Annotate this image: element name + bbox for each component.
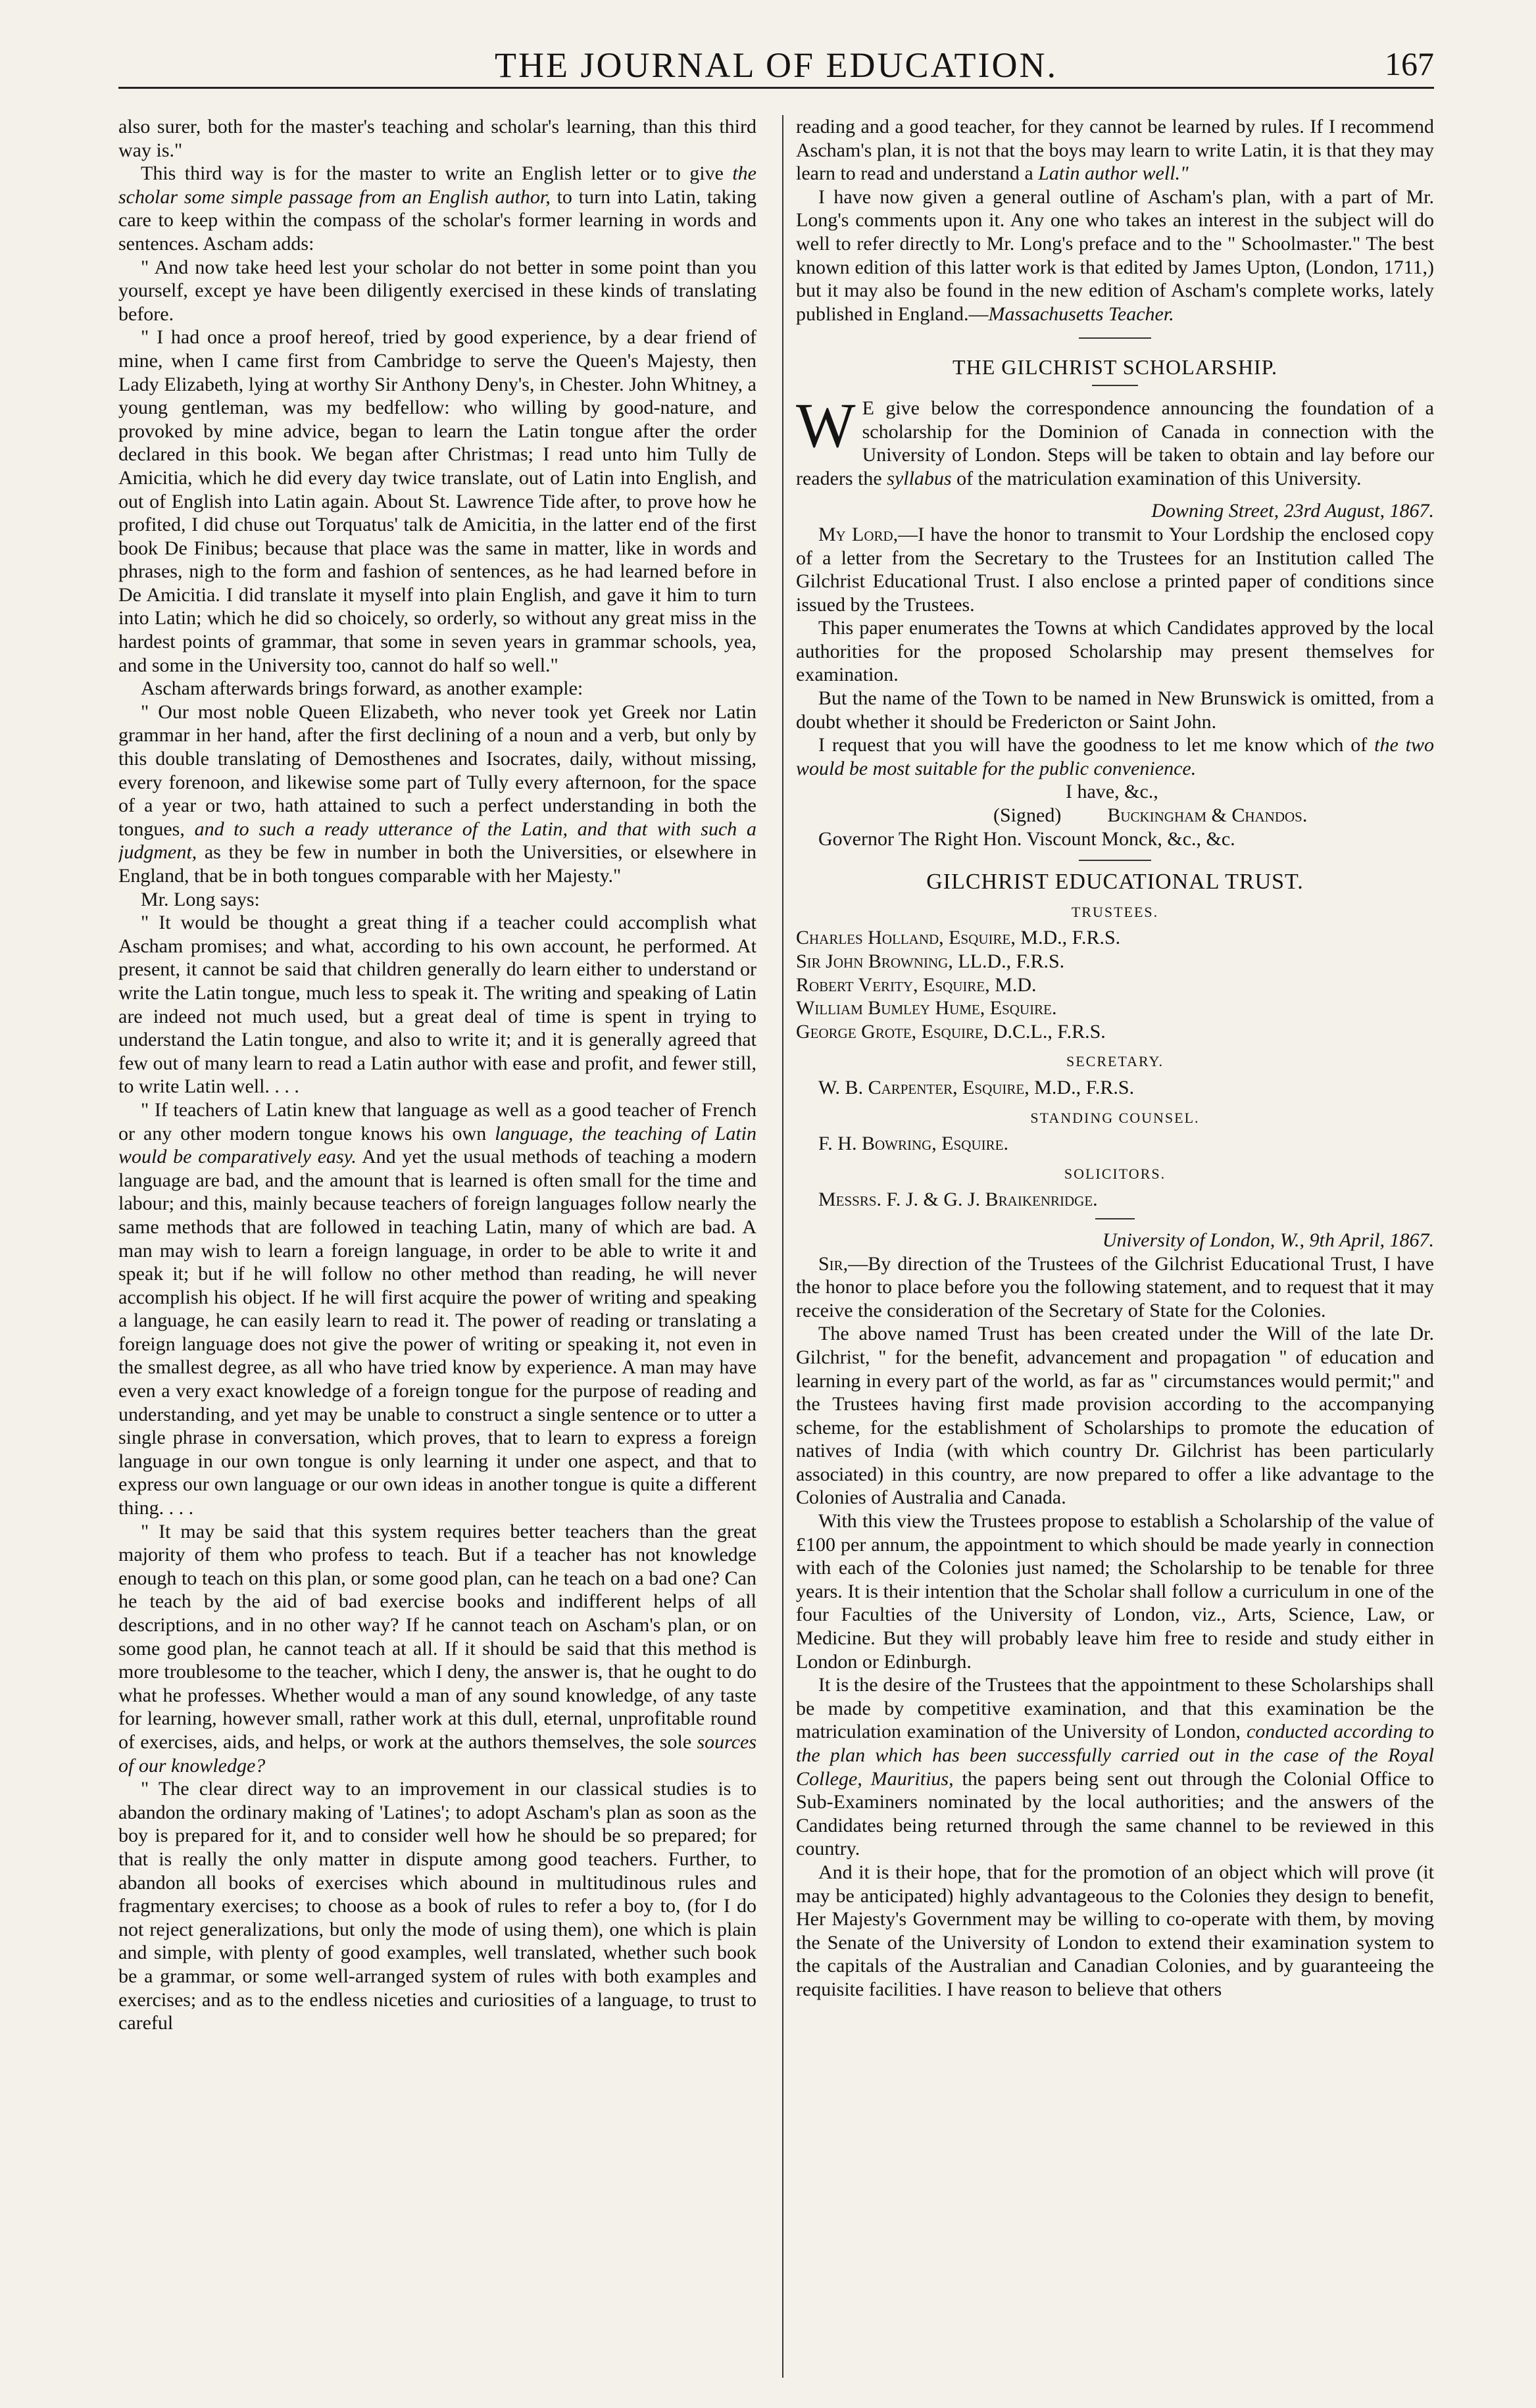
text-run: And yet the usual methods of teaching a modern language are bad, and the amount that is learned is often small for the time and labour; and this, mainly because teachers of foreign languages follow nearly the same methods that are followed in teaching Latin, many of which are bad. A man may wish to learn a foreign language, in order to be able to write it and speak it; but if he will follow no other method than reading, he will never accomplish his object. If he will first acquire the power of writing and speaking a language, he can easily learn to read it. The power of reading or translating a foreign language does not give the power of writing or speaking it, not even in the smallest degree, as all who have tried know by experience. A man may have even a very exact knowledge of a foreign tongue for the purpose of reading and understanding, and yet may be unable to construct a single sentence or to utter a single phrase in conversation, which proves, that to learn to express a foreign language in our own tongue is only learning it under one aspect, and that to express our own language or our own ideas in another tongue is quite a different thing. . . . bbox=[118, 1146, 756, 1519]
quote-paragraph: " The clear direct way to an improvement in our classical studies is to abandon the ordinary making of 'Latines'; to adopt Ascham's plan as soon as the boy is prepared for it, and to consider well how he should be so prepared; for that is really the only matter in dispute among good teachers. Further, to abandon all books of exercises which abound in multitudinous rules and fragmentary exercises; to choose as a book of rules to refer a boy to, (for I do not reject generalizations, but only the mode of using them), one which is plain and simple, with plenty of good examples, well translated, whether such book be a grammar, or some well-arranged system of rules with both examples and exercises; and as to the endless niceties and curiosities of a language, to trust to careful bbox=[118, 1778, 756, 2034]
column-divider bbox=[782, 115, 783, 2378]
signature-line bbox=[993, 804, 1434, 827]
journal-title: THE JOURNAL OF EDUCATION. bbox=[495, 45, 1058, 85]
trustee: William Bumley Hume, Esquire. bbox=[796, 997, 1057, 1020]
quote-paragraph: " I had once a proof hereof, tried by good experience, by a dear friend of mine, when I came first from Cambridge to serve the Queen's Majesty, then Lady Elizabeth, lying at worthy Sir Anthony Deny's, in Chester. John Whitney, a young gentleman, was my bedfellow: who willing by good-nature, and provoked by mine advice, began to learn the Latin tongue after the order declared in this book. We began after Christmas; I read unto him Tully de Amicitia, which he did every day twice translate, out of Latin into English, and out of English into Latin again. About St. Lawrence Tide after, to prove how he profited, I did chuse out Torquatus' talk de Amicitia, in the latter end of the first book De Finibus; because that place was the same in matter, like in words and phrases, nigh to the form and fashion of sentences, as he had learned before in De Amicitia. I did translate it myself into plain English, and gave it him to turn into Latin; which he did so choicely, so orderly, so without any great miss in the hardest points of grammar, that some in seven years in grammar schools, yea, and some in the University too, cannot do half so well." bbox=[118, 326, 756, 676]
salutation: Sir, bbox=[818, 1252, 849, 1275]
dateline: University of London, W., 9th April, 1867. bbox=[1102, 1229, 1434, 1251]
page-header bbox=[118, 41, 1434, 89]
text-run: reading and a good teacher, for they cannot be learned by rules. If I recommend Ascham's plan, it is not that the boys may learn to write Latin, it is that they may learn to read and understand a bbox=[796, 116, 1434, 185]
trust-heading: GILCHRIST EDUCATIONAL TRUST. bbox=[926, 870, 1304, 895]
paragraph bbox=[796, 1673, 1434, 1861]
text-run: of the matriculation examination of this University. bbox=[951, 467, 1362, 489]
paragraph bbox=[796, 185, 1434, 326]
trustee: Sir John Browning, LL.D., F.R.S. bbox=[796, 950, 1065, 972]
secretary: W. B. Carpenter, Esquire, M.D., F.R.S. bbox=[818, 1076, 1135, 1098]
paragraph: With this view the Trustees propose to establish a Scholarship of the value of £100 per annum, the appointment to which should be made yearly in connection with each of the Colonies just named; the Scholarship to be tenable for three years. It is their intention that the Scholar shall follow a curriculum in one of the four Faculties of the University of London, viz., Arts, Science, Law, or Medicine. But they will probably leave him free to reside and study either in London or Edinburgh. bbox=[796, 1510, 1434, 1673]
paragraph: But the name of the Town to be named in New Brunswick is omitted, from a doubt whether it should be Fredericton or Saint John. bbox=[796, 687, 1434, 733]
quote-paragraph bbox=[118, 1098, 756, 1520]
quote-paragraph bbox=[118, 1520, 756, 1778]
paragraph: This paper enumerates the Towns at which Candidates approved by the local authorities for the proposed Scholarship may present themselves for examination. bbox=[796, 617, 1434, 686]
text-run: This third way is for the master to write an English letter or to give bbox=[141, 162, 733, 185]
quote-paragraph: " It would be thought a great thing if a teacher could accomplish what Ascham promises; and what, according to his own account, he performed. At present, it cannot be said that children generally do learn either to understand or write the Latin tongue, much less to speak it. The writing and speaking of Latin are indeed not much used, but a great deal of time is spent in trying to understand the Latin tongue, and also to write it; and it is generally agreed that few out of many learn to read a Latin author with ease and profit, and fewer still, to write Latin well. . . . bbox=[118, 912, 756, 1098]
dateline: Downing Street, 23rd August, 1867. bbox=[1151, 500, 1434, 522]
text-run: I have now given a general outline of Ascham's plan, with a part of Mr. Long's comments upon it. Any one who takes an interest in the subject will do well to refer directly to Mr. Long's preface and to the " Schoolmaster." The best known edition of this latter work is that edited by James Upton, (London, 1711,) but it may also be found in the new edition of Ascham's complete works, lately published in England.— bbox=[796, 185, 1434, 325]
section-divider bbox=[1095, 1218, 1135, 1219]
text-run: as they be few in number in both the Universities, or elsewhere in England, that be in both tongues comparable with her Majesty." bbox=[118, 841, 756, 887]
paragraph: also surer, both for the master's teaching and scholar's learning, than this third way is." bbox=[118, 116, 756, 161]
paragraph: And it is their hope, that for the promotion of an object which will prove (it may be anticipated) highly advantageous to the Colonies they design to benefit, Her Majesty's Government may be willing to co-operate with them, by moving the Senate of the University of London to extend their examination system to the capitals of the Australian and Canadian Colonies, and by guaranteeing the requisite facilities. I have reason to believe that others bbox=[796, 1861, 1434, 2000]
paragraph bbox=[796, 115, 1434, 185]
paragraph: The above named Trust has been created under the Will of the late Dr. Gilchrist, " for the benefit, advancement and propagation " of education and learning in every part of the world, as far as " circumstances would permit;" and the Trustees having first made provision according to the accompanying scheme, for the establishment of Scholarships to promote the education of natives of India (with which country Dr. Gilchrist has been particularly associated) in this country, are now prepared to offer a like advantage to the Colonies of Australia and Canada. bbox=[796, 1323, 1434, 1509]
text-run: I request that you will have the goodness to let me know which of bbox=[818, 734, 1375, 756]
addressee: Governor The Right Hon. Viscount Monck, &c., &c. bbox=[818, 827, 1235, 850]
text-run: syllabus bbox=[887, 467, 952, 489]
text-run: —I have the honor to transmit to Your Lordship the enclosed copy of a letter from the Secretary to the Trustees for an Institution called The Gilchrist Educational Trust. I also enclose a printed paper of conditions since issued by the Trustees. bbox=[796, 523, 1434, 616]
scholarship-heading: THE GILCHRIST SCHOLARSHIP. bbox=[953, 355, 1277, 380]
trustees-label: TRUSTEES. bbox=[1071, 903, 1159, 920]
signed-label: (Signed) bbox=[993, 804, 1062, 827]
paragraph: Ascham afterwards brings forward, as another example: bbox=[141, 677, 583, 700]
text-run: " It may be said that this system requires better teachers than the great majority of them who profess to teach. But if a teacher has not knowledge enough to teach on this plan, or some good plan, can he teach on a bad one? Can he teach by the aid of bad exercise books and indifferent helps of all descriptions, and in no other way? If he cannot teach on Ascham's plan, or on some good plan, he cannot teach at all. If it should be said that this method is more troublesome to the teacher, which I deny, the answer is, that he ought to do what he professes. Whether would a man of any sound knowledge, of any taste for learning, however small, rather work at this dull, eternal, unprofitable round of exercises, aids, and helps, or work at the authors themselves, the sole bbox=[118, 1520, 756, 1753]
text-run: sources of our knowledge? bbox=[118, 1731, 756, 1777]
text-run: " If teachers of Latin knew that language as well as a good teacher of French or any other modern tongue knows his own bbox=[118, 1098, 756, 1144]
section-divider bbox=[1079, 860, 1151, 861]
section-divider bbox=[1079, 337, 1151, 339]
trustee: Robert Verity, Esquire, M.D. bbox=[796, 973, 1037, 996]
right-column bbox=[796, 115, 1434, 2378]
text-run: It is the desire of the Trustees that the appointment to these Scholarships shall be made by competitive examination, and that this examination be the matriculation examination of the University of London, bbox=[796, 1674, 1434, 1743]
text-run: to turn into Latin, taking care to keep within the compass of the scholar's former learning in words and sentences. Ascham adds: bbox=[118, 185, 756, 255]
text-run: and to such a ready utterance of the Latin, and that with such a judgment, bbox=[118, 818, 756, 864]
paragraph: Mr. Long says: bbox=[141, 888, 260, 910]
text-run: the scholar some simple passage from an English author, bbox=[118, 162, 756, 208]
left-column bbox=[118, 115, 756, 2378]
text-run: —By direction of the Trustees of the Gilchrist Educational Trust, I have the honor to place before you the following statement, and to request that it may receive the consideration of the Secretary of State for the Colonies. bbox=[796, 1252, 1434, 1321]
text-run: the two would be most suitable for the public convenience. bbox=[796, 734, 1434, 779]
quote-paragraph bbox=[118, 700, 756, 888]
text-run: language, the teaching of Latin would be comparatively easy. bbox=[118, 1122, 756, 1168]
solicitors: Messrs. F. J. & G. J. Braikenridge. bbox=[818, 1189, 1098, 1211]
secretary-label: SECRETARY. bbox=[1066, 1053, 1164, 1070]
counsel: F. H. Bowring, Esquire. bbox=[818, 1133, 1008, 1155]
paragraph bbox=[796, 1252, 1434, 1323]
heading-underline bbox=[1092, 385, 1138, 386]
text-run: conducted according to the plan which has been successfully carried out in the case of the Royal College, Mauritius, bbox=[796, 1721, 1434, 1790]
quote-paragraph: " And now take heed lest your scholar do not better in some point than you yourself, except ye have been diligently exercised in these kinds of translating before. bbox=[118, 256, 756, 325]
paragraph bbox=[118, 162, 756, 255]
text-run: the papers being sent out through the Colonial Office to Sub-Examiners nominated by the local authorities; and the answers of the Candidates being returned through the same channel to be reviewed in this country. bbox=[796, 1767, 1434, 1860]
salutation: My Lord, bbox=[818, 523, 899, 545]
drop-cap: W bbox=[796, 389, 856, 460]
letter-closing: I have, &c., bbox=[1066, 781, 1158, 803]
paragraph bbox=[796, 523, 1434, 616]
counsel-label: STANDING COUNSEL. bbox=[1030, 1109, 1200, 1126]
text-run: " Our most noble Queen Elizabeth, who never took yet Greek nor Latin grammar in her hand, after the first declining of a noun and a verb, but only by this double translating of Demosthenes and Isocrates, daily, without missing, every forenoon, and likewise some part of Tully every afternoon, for the space of a year or two, hath attained to such a perfect understanding in both the tongues, bbox=[118, 700, 756, 840]
trustee: Charles Holland, Esquire, M.D., F.R.S. bbox=[796, 927, 1121, 949]
text-run: Latin author well." bbox=[1038, 162, 1189, 185]
intro-paragraph bbox=[796, 389, 1434, 490]
signer: Buckingham & Chandos. bbox=[1107, 804, 1308, 827]
paragraph bbox=[796, 733, 1434, 780]
text-run: E give below the correspondence announcing the foundation of a scholarship for the Dominion of Canada in connection with the University of London. Steps will be taken to obtain and lay before our readers the bbox=[796, 397, 1434, 489]
page-number: 167 bbox=[1385, 45, 1434, 82]
trustee: George Grote, Esquire, D.C.L., F.R.S. bbox=[796, 1020, 1106, 1043]
solicitors-label: SOLICITORS. bbox=[1064, 1165, 1166, 1182]
text-run: Massachusetts Teacher. bbox=[988, 303, 1174, 325]
